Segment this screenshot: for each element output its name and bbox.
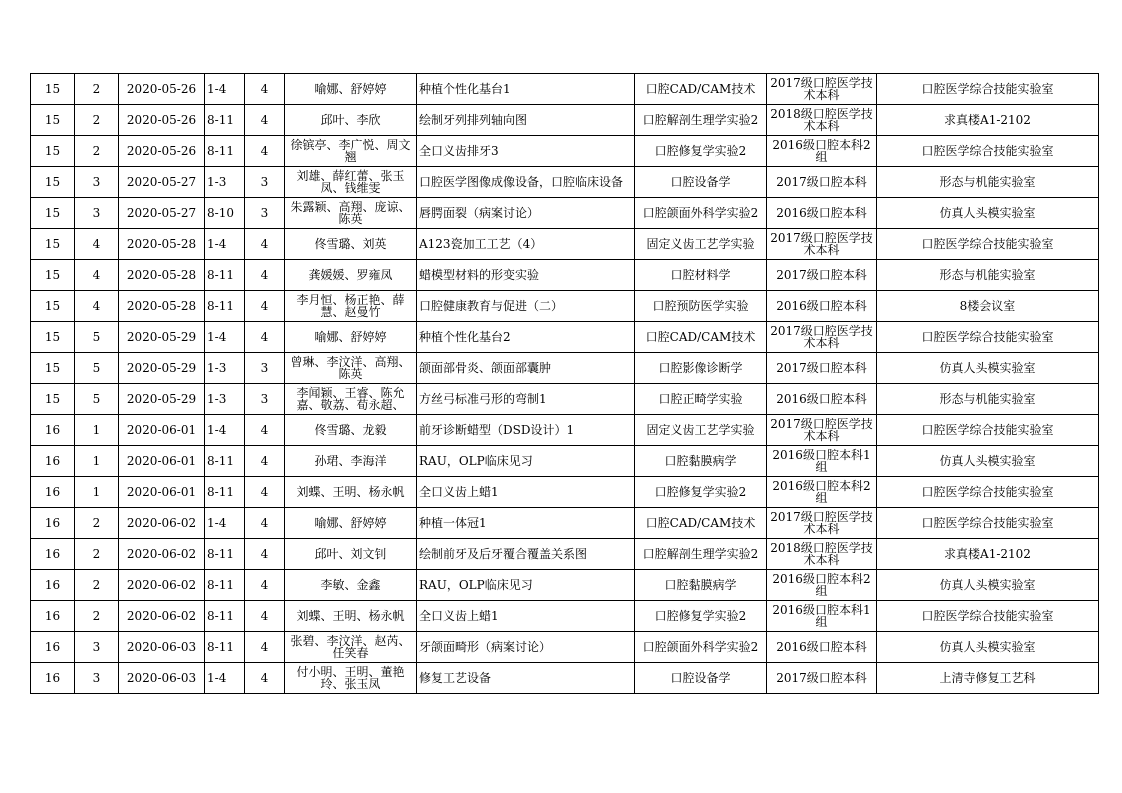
- class-cell: 2016级口腔本科2组: [767, 570, 877, 601]
- topic-cell: 牙颌面畸形（病案讨论）: [417, 632, 635, 663]
- teachers-cell: 龚媛媛、罗雍凤: [285, 260, 417, 291]
- table-row: [31, 601, 1099, 632]
- hours-cell: 3: [245, 167, 285, 198]
- location-cell: 形态与机能实验室: [877, 384, 1099, 415]
- topic-cell: 方丝弓标准弓形的弯制1: [417, 384, 635, 415]
- periods-cell: 8-11: [205, 260, 245, 291]
- week-cell: 15: [31, 198, 75, 229]
- table-row: [31, 198, 1099, 229]
- weekday-cell: 2: [75, 570, 119, 601]
- table-row: [31, 105, 1099, 136]
- location-cell: 仿真人头模实验室: [877, 632, 1099, 663]
- weekday-cell: 2: [75, 508, 119, 539]
- week-cell: 16: [31, 539, 75, 570]
- class-cell: 2017级口腔医学技术本科: [767, 322, 877, 353]
- location-cell: 仿真人头模实验室: [877, 353, 1099, 384]
- topic-cell: 前牙诊断蜡型（DSD设计）1: [417, 415, 635, 446]
- teachers-cell: 邱叶、李欣: [285, 105, 417, 136]
- hours-cell: 4: [245, 291, 285, 322]
- schedule-body: [31, 74, 1099, 694]
- topic-cell: 口腔医学图像成像设备，口腔临床设备: [417, 167, 635, 198]
- location-cell: 形态与机能实验室: [877, 260, 1099, 291]
- class-cell: 2017级口腔本科: [767, 663, 877, 694]
- class-cell: 2016级口腔本科: [767, 632, 877, 663]
- weekday-cell: 2: [75, 539, 119, 570]
- topic-cell: 全口义齿排牙3: [417, 136, 635, 167]
- teachers-cell: 李月恒、杨正艳、薛慧、赵曼竹: [285, 291, 417, 322]
- hours-cell: 4: [245, 663, 285, 694]
- weekday-cell: 4: [75, 229, 119, 260]
- weekday-cell: 2: [75, 136, 119, 167]
- date-cell: 2020-06-02: [119, 508, 205, 539]
- location-cell: 口腔医学综合技能实验室: [877, 322, 1099, 353]
- hours-cell: 4: [245, 446, 285, 477]
- location-cell: 口腔医学综合技能实验室: [877, 136, 1099, 167]
- teachers-cell: 孙珺、李海洋: [285, 446, 417, 477]
- week-cell: 15: [31, 105, 75, 136]
- teachers-cell: 刘雄、薛红蕾、张玉凤、钱维雯: [285, 167, 417, 198]
- periods-cell: 1-4: [205, 229, 245, 260]
- topic-cell: 口腔健康教育与促进（二）: [417, 291, 635, 322]
- week-cell: 16: [31, 632, 75, 663]
- class-cell: 2017级口腔医学技术本科: [767, 508, 877, 539]
- topic-cell: RAU，OLP临床见习: [417, 446, 635, 477]
- course-cell: 口腔CAD/CAM技术: [635, 508, 767, 539]
- week-cell: 16: [31, 663, 75, 694]
- class-cell: 2016级口腔本科: [767, 384, 877, 415]
- teachers-cell: 邱叶、刘文钊: [285, 539, 417, 570]
- teachers-cell: 喻娜、舒婷婷: [285, 74, 417, 105]
- location-cell: 求真楼A1-2102: [877, 539, 1099, 570]
- topic-cell: 全口义齿上蜡1: [417, 601, 635, 632]
- topic-cell: 种植一体冠1: [417, 508, 635, 539]
- week-cell: 15: [31, 74, 75, 105]
- date-cell: 2020-05-29: [119, 322, 205, 353]
- date-cell: 2020-06-01: [119, 477, 205, 508]
- location-cell: 仿真人头模实验室: [877, 446, 1099, 477]
- table-row: [31, 260, 1099, 291]
- course-cell: 口腔修复学实验2: [635, 601, 767, 632]
- hours-cell: 4: [245, 105, 285, 136]
- topic-cell: 修复工艺设备: [417, 663, 635, 694]
- teachers-cell: 李敏、金鑫: [285, 570, 417, 601]
- course-cell: 口腔黏膜病学: [635, 446, 767, 477]
- hours-cell: 4: [245, 136, 285, 167]
- periods-cell: 1-4: [205, 663, 245, 694]
- course-cell: 口腔正畸学实验: [635, 384, 767, 415]
- topic-cell: 唇腭面裂（病案讨论）: [417, 198, 635, 229]
- periods-cell: 1-4: [205, 508, 245, 539]
- date-cell: 2020-06-03: [119, 632, 205, 663]
- weekday-cell: 5: [75, 322, 119, 353]
- course-cell: 口腔颌面外科学实验2: [635, 632, 767, 663]
- class-cell: 2016级口腔本科2组: [767, 477, 877, 508]
- table-row: [31, 322, 1099, 353]
- periods-cell: 8-10: [205, 198, 245, 229]
- week-cell: 16: [31, 446, 75, 477]
- course-cell: 口腔黏膜病学: [635, 570, 767, 601]
- periods-cell: 8-11: [205, 136, 245, 167]
- date-cell: 2020-05-28: [119, 260, 205, 291]
- topic-cell: 种植个性化基台2: [417, 322, 635, 353]
- location-cell: 口腔医学综合技能实验室: [877, 74, 1099, 105]
- schedule-table: [30, 73, 1099, 694]
- week-cell: 16: [31, 570, 75, 601]
- course-cell: 口腔颌面外科学实验2: [635, 198, 767, 229]
- location-cell: 仿真人头模实验室: [877, 570, 1099, 601]
- week-cell: 16: [31, 415, 75, 446]
- periods-cell: 1-3: [205, 353, 245, 384]
- periods-cell: 1-3: [205, 167, 245, 198]
- periods-cell: 8-11: [205, 446, 245, 477]
- teachers-cell: 喻娜、舒婷婷: [285, 322, 417, 353]
- teachers-cell: 徐镔亭、李广悦、周文翘: [285, 136, 417, 167]
- topic-cell: 蜡模型材料的形变实验: [417, 260, 635, 291]
- class-cell: 2018级口腔医学技术本科: [767, 539, 877, 570]
- weekday-cell: 5: [75, 353, 119, 384]
- hours-cell: 4: [245, 415, 285, 446]
- hours-cell: 4: [245, 322, 285, 353]
- periods-cell: 8-11: [205, 477, 245, 508]
- course-cell: 口腔设备学: [635, 167, 767, 198]
- course-cell: 口腔修复学实验2: [635, 136, 767, 167]
- week-cell: 16: [31, 508, 75, 539]
- periods-cell: 1-4: [205, 415, 245, 446]
- table-row: [31, 136, 1099, 167]
- teachers-cell: 张碧、李汶洋、赵芮、任笑春: [285, 632, 417, 663]
- hours-cell: 4: [245, 539, 285, 570]
- course-cell: 口腔CAD/CAM技术: [635, 74, 767, 105]
- periods-cell: 8-11: [205, 105, 245, 136]
- class-cell: 2017级口腔本科: [767, 353, 877, 384]
- week-cell: 16: [31, 601, 75, 632]
- teachers-cell: 付小明、王明、董艳玲、张玉凤: [285, 663, 417, 694]
- date-cell: 2020-06-03: [119, 663, 205, 694]
- topic-cell: 全口义齿上蜡1: [417, 477, 635, 508]
- course-cell: 口腔解剖生理学实验2: [635, 105, 767, 136]
- periods-cell: 8-11: [205, 632, 245, 663]
- class-cell: 2017级口腔本科: [767, 260, 877, 291]
- date-cell: 2020-05-29: [119, 384, 205, 415]
- course-cell: 口腔材料学: [635, 260, 767, 291]
- weekday-cell: 2: [75, 601, 119, 632]
- location-cell: 口腔医学综合技能实验室: [877, 477, 1099, 508]
- course-cell: 口腔修复学实验2: [635, 477, 767, 508]
- date-cell: 2020-05-29: [119, 353, 205, 384]
- location-cell: 8楼会议室: [877, 291, 1099, 322]
- hours-cell: 4: [245, 74, 285, 105]
- hours-cell: 4: [245, 508, 285, 539]
- weekday-cell: 1: [75, 446, 119, 477]
- week-cell: 15: [31, 260, 75, 291]
- date-cell: 2020-06-02: [119, 601, 205, 632]
- table-row: [31, 477, 1099, 508]
- class-cell: 2017级口腔医学技术本科: [767, 229, 877, 260]
- class-cell: 2016级口腔本科2组: [767, 136, 877, 167]
- weekday-cell: 5: [75, 384, 119, 415]
- table-row: [31, 446, 1099, 477]
- week-cell: 15: [31, 229, 75, 260]
- course-cell: 口腔影像诊断学: [635, 353, 767, 384]
- table-row: [31, 291, 1099, 322]
- periods-cell: 8-11: [205, 601, 245, 632]
- table-row: [31, 508, 1099, 539]
- location-cell: 口腔医学综合技能实验室: [877, 415, 1099, 446]
- topic-cell: 颌面部骨炎、颌面部囊肿: [417, 353, 635, 384]
- table-row: [31, 632, 1099, 663]
- weekday-cell: 3: [75, 632, 119, 663]
- weekday-cell: 3: [75, 198, 119, 229]
- location-cell: 求真楼A1-2102: [877, 105, 1099, 136]
- week-cell: 15: [31, 167, 75, 198]
- hours-cell: 3: [245, 198, 285, 229]
- topic-cell: A123瓷加工工艺（4）: [417, 229, 635, 260]
- weekday-cell: 2: [75, 105, 119, 136]
- location-cell: 上清寺修复工艺科: [877, 663, 1099, 694]
- course-cell: 口腔预防医学实验: [635, 291, 767, 322]
- table-row: [31, 229, 1099, 260]
- table-row: [31, 663, 1099, 694]
- table-row: [31, 570, 1099, 601]
- hours-cell: 4: [245, 601, 285, 632]
- periods-cell: 8-11: [205, 570, 245, 601]
- table-row: [31, 415, 1099, 446]
- class-cell: 2017级口腔医学技术本科: [767, 74, 877, 105]
- periods-cell: 1-4: [205, 322, 245, 353]
- hours-cell: 3: [245, 384, 285, 415]
- weekday-cell: 1: [75, 477, 119, 508]
- week-cell: 15: [31, 136, 75, 167]
- weekday-cell: 4: [75, 291, 119, 322]
- week-cell: 15: [31, 384, 75, 415]
- teachers-cell: 刘蝶、王明、杨永帆: [285, 477, 417, 508]
- teachers-cell: 佟雪璐、龙毅: [285, 415, 417, 446]
- weekday-cell: 3: [75, 167, 119, 198]
- course-cell: 固定义齿工艺学实验: [635, 229, 767, 260]
- date-cell: 2020-05-26: [119, 105, 205, 136]
- hours-cell: 4: [245, 570, 285, 601]
- class-cell: 2017级口腔医学技术本科: [767, 415, 877, 446]
- course-cell: 口腔设备学: [635, 663, 767, 694]
- periods-cell: 8-11: [205, 291, 245, 322]
- date-cell: 2020-05-27: [119, 198, 205, 229]
- class-cell: 2016级口腔本科: [767, 198, 877, 229]
- teachers-cell: 曾琳、李汶洋、高翔、陈英: [285, 353, 417, 384]
- date-cell: 2020-06-01: [119, 446, 205, 477]
- class-cell: 2017级口腔本科: [767, 167, 877, 198]
- class-cell: 2016级口腔本科1组: [767, 446, 877, 477]
- date-cell: 2020-06-01: [119, 415, 205, 446]
- teachers-cell: 李闻颖、王睿、陈允嘉、敬荔、荀永超、: [285, 384, 417, 415]
- teachers-cell: 朱露颖、高翔、庞谅、陈英: [285, 198, 417, 229]
- weekday-cell: 3: [75, 663, 119, 694]
- weekday-cell: 1: [75, 415, 119, 446]
- course-cell: 固定义齿工艺学实验: [635, 415, 767, 446]
- hours-cell: 4: [245, 229, 285, 260]
- hours-cell: 4: [245, 260, 285, 291]
- periods-cell: 8-11: [205, 539, 245, 570]
- date-cell: 2020-05-26: [119, 74, 205, 105]
- week-cell: 16: [31, 477, 75, 508]
- class-cell: 2016级口腔本科: [767, 291, 877, 322]
- date-cell: 2020-05-28: [119, 291, 205, 322]
- course-cell: 口腔CAD/CAM技术: [635, 322, 767, 353]
- location-cell: 口腔医学综合技能实验室: [877, 229, 1099, 260]
- date-cell: 2020-05-26: [119, 136, 205, 167]
- topic-cell: 绘制前牙及后牙覆合覆盖关系图: [417, 539, 635, 570]
- location-cell: 形态与机能实验室: [877, 167, 1099, 198]
- table-row: [31, 167, 1099, 198]
- week-cell: 15: [31, 353, 75, 384]
- week-cell: 15: [31, 291, 75, 322]
- table-row: [31, 74, 1099, 105]
- periods-cell: 1-3: [205, 384, 245, 415]
- hours-cell: 4: [245, 632, 285, 663]
- hours-cell: 3: [245, 353, 285, 384]
- date-cell: 2020-06-02: [119, 539, 205, 570]
- date-cell: 2020-05-27: [119, 167, 205, 198]
- weekday-cell: 2: [75, 74, 119, 105]
- topic-cell: 种植个性化基台1: [417, 74, 635, 105]
- teachers-cell: 喻娜、舒婷婷: [285, 508, 417, 539]
- location-cell: 仿真人头模实验室: [877, 198, 1099, 229]
- table-row: [31, 539, 1099, 570]
- date-cell: 2020-05-28: [119, 229, 205, 260]
- weekday-cell: 4: [75, 260, 119, 291]
- class-cell: 2016级口腔本科1组: [767, 601, 877, 632]
- topic-cell: 绘制牙列排列轴向图: [417, 105, 635, 136]
- teachers-cell: 佟雪璐、刘英: [285, 229, 417, 260]
- course-cell: 口腔解剖生理学实验2: [635, 539, 767, 570]
- table-row: [31, 384, 1099, 415]
- class-cell: 2018级口腔医学技术本科: [767, 105, 877, 136]
- week-cell: 15: [31, 322, 75, 353]
- teachers-cell: 刘蝶、王明、杨永帆: [285, 601, 417, 632]
- location-cell: 口腔医学综合技能实验室: [877, 508, 1099, 539]
- topic-cell: RAU，OLP临床见习: [417, 570, 635, 601]
- location-cell: 口腔医学综合技能实验室: [877, 601, 1099, 632]
- date-cell: 2020-06-02: [119, 570, 205, 601]
- hours-cell: 4: [245, 477, 285, 508]
- table-row: [31, 353, 1099, 384]
- periods-cell: 1-4: [205, 74, 245, 105]
